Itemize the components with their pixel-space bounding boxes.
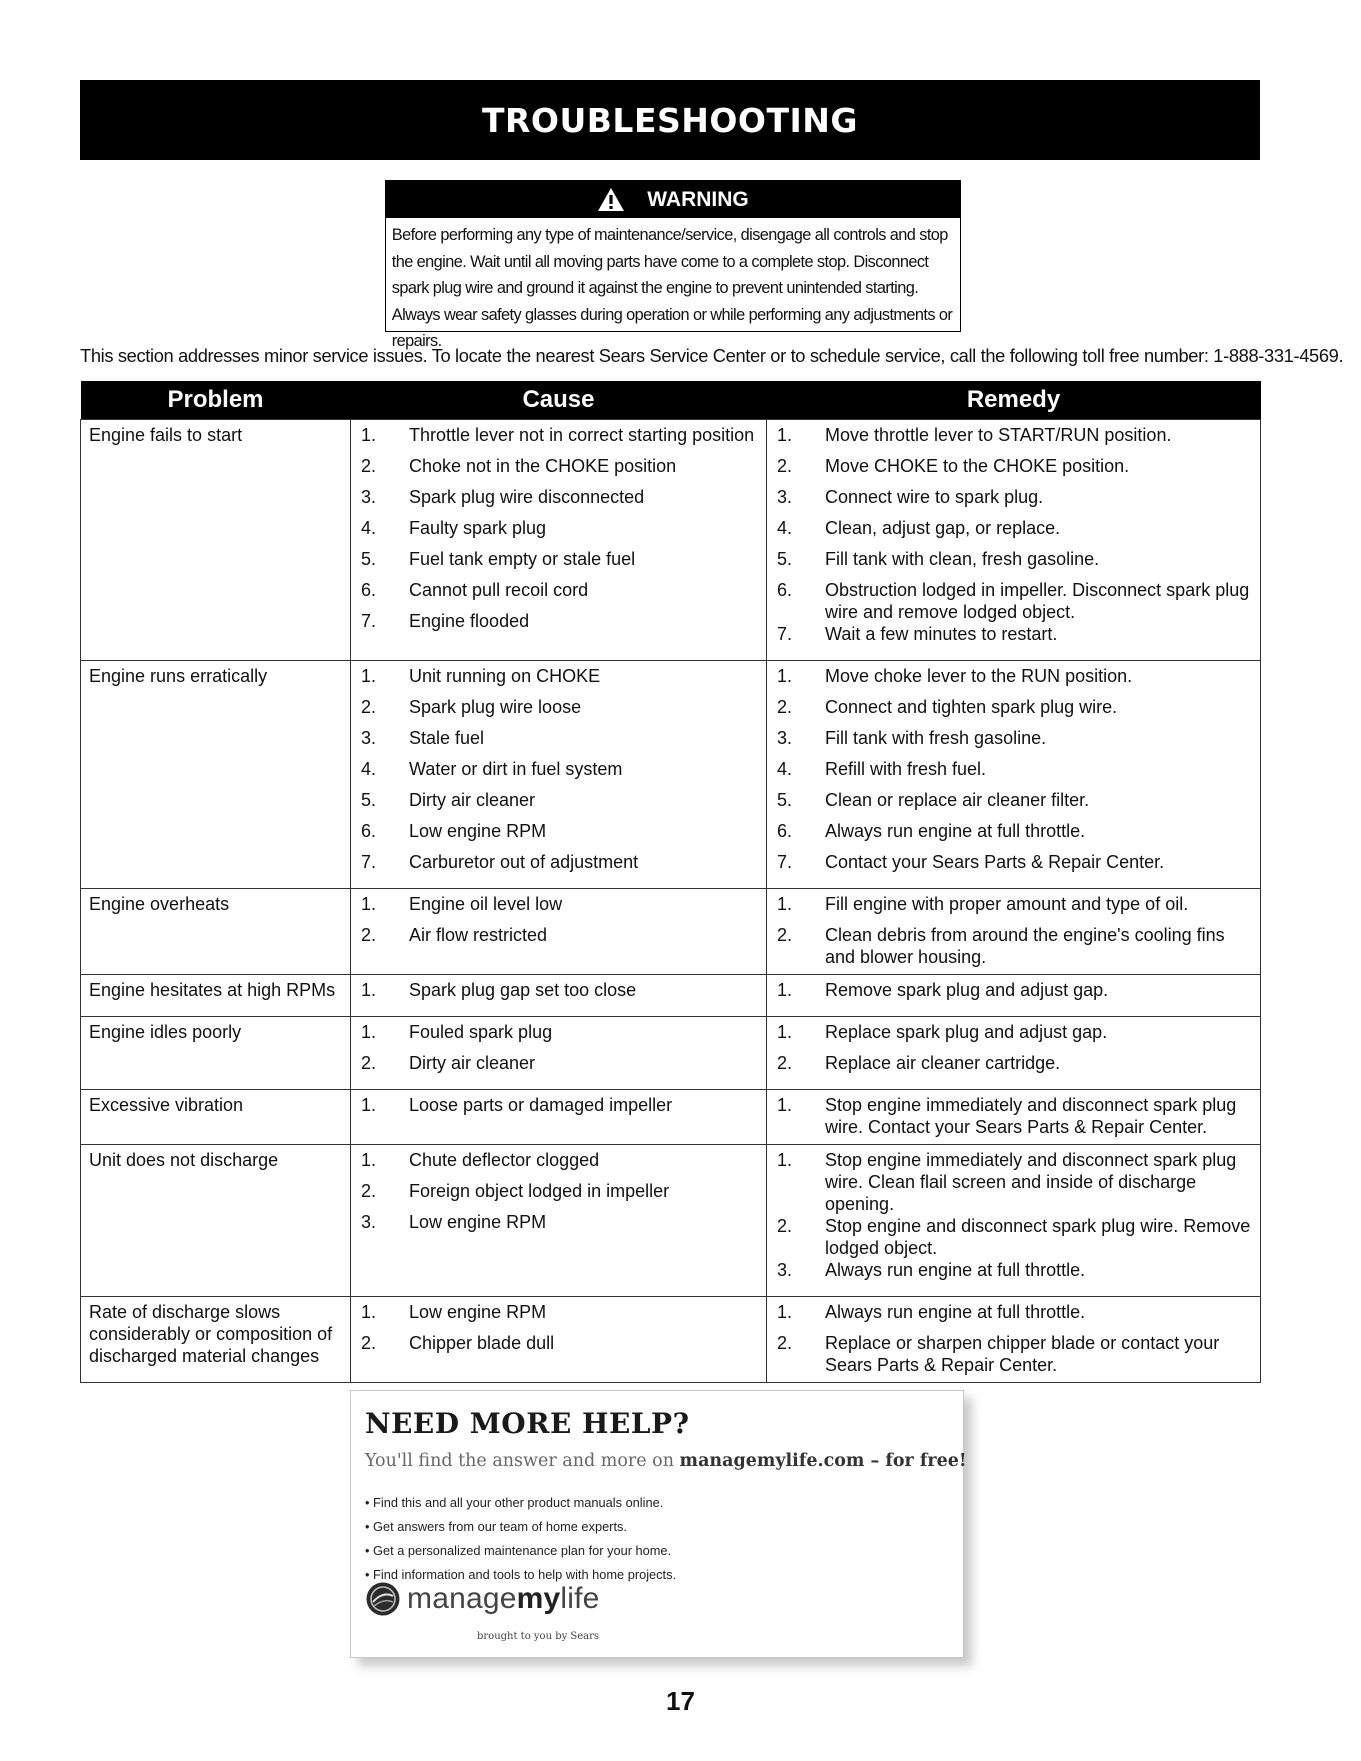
warning-label: WARNING xyxy=(647,187,749,211)
help-bullet: • Get a personalized maintenance plan for your home. xyxy=(365,1543,672,1558)
cause-number: 1. xyxy=(361,1302,377,1322)
cause-number: 2. xyxy=(361,456,377,476)
remedy-number: 2. xyxy=(777,1053,793,1073)
remedy-item xyxy=(777,1259,1254,1290)
cause-item xyxy=(361,924,760,955)
table-header-row xyxy=(81,381,1261,420)
remedy-number: 1. xyxy=(777,1302,793,1322)
remedy-text: Fill tank with clean, fresh gasoline. xyxy=(825,549,1100,569)
cause-number: 1. xyxy=(361,666,377,686)
remedy-item xyxy=(777,820,1254,851)
cause-number: 3. xyxy=(361,728,377,748)
remedy-number: 2. xyxy=(777,456,793,476)
table-row xyxy=(81,1017,1261,1090)
remedy-text: Connect wire to spark plug. xyxy=(825,487,1044,507)
cause-cell xyxy=(351,889,767,975)
cause-number: 1. xyxy=(361,425,377,445)
remedy-cell xyxy=(767,420,1261,661)
cause-text: Fouled spark plug xyxy=(409,1022,553,1042)
remedy-item xyxy=(777,1149,1254,1215)
remedy-number: 1. xyxy=(777,1022,793,1042)
logo-text-my: my xyxy=(516,1582,561,1615)
remedy-item xyxy=(777,1215,1254,1259)
help-subtitle-link[interactable]: managemylife.com – for free! xyxy=(679,1451,967,1471)
remedy-text: Replace spark plug and adjust gap. xyxy=(825,1022,1108,1042)
remedy-text: Always run engine at full throttle. xyxy=(825,1302,1086,1322)
warning-triangle-icon xyxy=(597,187,625,212)
cause-number: 5. xyxy=(361,790,377,810)
remedy-cell xyxy=(767,1145,1261,1297)
remedy-number: 7. xyxy=(777,624,793,644)
cause-cell xyxy=(351,1017,767,1090)
cause-text: Unit running on CHOKE xyxy=(409,666,601,686)
cause-cell xyxy=(351,975,767,1017)
cause-text: Water or dirt in fuel system xyxy=(409,759,623,779)
help-bullet-text: Find this and all your other product manuals online. xyxy=(373,1495,664,1510)
cause-item xyxy=(361,820,760,851)
need-more-help-box xyxy=(350,1390,967,1658)
header-remedy: Remedy xyxy=(767,381,1261,420)
help-bullet: • Find this and all your other product manuals online. xyxy=(365,1495,664,1510)
cause-item xyxy=(361,1180,760,1211)
remedy-number: 2. xyxy=(777,925,793,945)
remedy-item xyxy=(777,758,1254,789)
cause-item xyxy=(361,579,760,610)
table-row xyxy=(81,420,1261,661)
cause-item xyxy=(361,851,760,882)
remedy-text: Clean or replace air cleaner filter. xyxy=(825,790,1090,810)
help-title: NEED MORE HELP? xyxy=(365,1407,690,1440)
table-row xyxy=(81,1090,1261,1145)
table-body xyxy=(81,420,1261,1383)
remedy-item xyxy=(777,1021,1254,1052)
logo-text-life: life xyxy=(560,1582,600,1615)
help-bullet: • Find information and tools to help with home projects. xyxy=(365,1567,677,1582)
remedy-item xyxy=(777,979,1254,1010)
remedy-number: 7. xyxy=(777,852,793,872)
warning-text: Before performing any type of maintenance/service, disengage all controls and stop the engine. Wait until all moving parts have come to a complete stop. Disconnect spark plug wire and ground it against the engine to prevent unintended starting. Always wear safety glasses during operation or while performing any adjustments or repairs. xyxy=(391,225,953,350)
help-subtitle xyxy=(365,1451,967,1471)
problem-cell: Unit does not discharge xyxy=(81,1145,351,1297)
remedy-number: 5. xyxy=(777,549,793,569)
cause-number: 1. xyxy=(361,980,377,1000)
cause-text: Low engine RPM xyxy=(409,1212,547,1232)
cause-item xyxy=(361,893,760,924)
cause-item xyxy=(361,758,760,789)
remedy-text: Always run engine at full throttle. xyxy=(825,821,1086,841)
remedy-number: 2. xyxy=(777,697,793,717)
remedy-text: Replace or sharpen chipper blade or contact your Sears Parts & Repair Center. xyxy=(825,1333,1220,1375)
cause-item xyxy=(361,665,760,696)
remedy-number: 1. xyxy=(777,894,793,914)
remedy-number: 3. xyxy=(777,487,793,507)
remedy-number: 4. xyxy=(777,518,793,538)
cause-number: 1. xyxy=(361,1022,377,1042)
remedy-text: Replace air cleaner cartridge. xyxy=(825,1053,1061,1073)
remedy-item xyxy=(777,924,1254,968)
cause-number: 6. xyxy=(361,821,377,841)
remedy-text: Move throttle lever to START/RUN position. xyxy=(825,425,1172,445)
remedy-text: Refill with fresh fuel. xyxy=(825,759,987,779)
warning-header xyxy=(386,181,960,218)
remedy-cell xyxy=(767,889,1261,975)
page-title: TROUBLESHOOTING xyxy=(482,100,858,140)
cause-text: Chute deflector clogged xyxy=(409,1150,600,1170)
help-credit: brought to you by Sears xyxy=(477,1631,600,1642)
table-row xyxy=(81,889,1261,975)
cause-cell xyxy=(351,420,767,661)
cause-item xyxy=(361,1052,760,1083)
cause-cell xyxy=(351,1090,767,1145)
table-row xyxy=(81,1145,1261,1297)
cause-item xyxy=(361,517,760,548)
remedy-text: Wait a few minutes to restart. xyxy=(825,624,1058,644)
remedy-number: 2. xyxy=(777,1216,793,1236)
table-row xyxy=(81,1297,1261,1383)
cause-number: 1. xyxy=(361,1150,377,1170)
intro-text: This section addresses minor service issues. To locate the nearest Sears Service Center or to schedule service, call the following toll free number: 1-888-331-4569. xyxy=(80,345,1344,366)
cause-text: Engine oil level low xyxy=(409,894,563,914)
cause-number: 7. xyxy=(361,852,377,872)
remedy-text: Fill engine with proper amount and type of oil. xyxy=(825,894,1189,914)
remedy-item xyxy=(777,893,1254,924)
cause-item xyxy=(361,424,760,455)
remedy-number: 3. xyxy=(777,728,793,748)
cause-number: 4. xyxy=(361,518,377,538)
cause-text: Cannot pull recoil cord xyxy=(409,580,589,600)
remedy-cell xyxy=(767,975,1261,1017)
remedy-item xyxy=(777,1052,1254,1083)
remedy-text: Connect and tighten spark plug wire. xyxy=(825,697,1118,717)
remedy-item xyxy=(777,517,1254,548)
remedy-item xyxy=(777,696,1254,727)
remedy-item xyxy=(777,789,1254,820)
remedy-item xyxy=(777,455,1254,486)
remedy-text: Fill tank with fresh gasoline. xyxy=(825,728,1047,748)
remedy-number: 6. xyxy=(777,821,793,841)
cause-item xyxy=(361,1094,760,1125)
cause-text: Air flow restricted xyxy=(409,925,548,945)
cause-text: Carburetor out of adjustment xyxy=(409,852,639,872)
remedy-text: Clean debris from around the engine's cooling fins and blower housing. xyxy=(825,925,1225,967)
cause-item xyxy=(361,610,760,641)
remedy-number: 1. xyxy=(777,1150,793,1170)
cause-text: Faulty spark plug xyxy=(409,518,547,538)
cause-item xyxy=(361,696,760,727)
remedy-text: Stop engine and disconnect spark plug wire. Remove lodged object. xyxy=(825,1216,1251,1258)
remedy-item xyxy=(777,665,1254,696)
remedy-text: Obstruction lodged in impeller. Disconnect spark plug wire and remove lodged object. xyxy=(825,580,1250,622)
header-problem: Problem xyxy=(81,381,351,420)
remedy-text: Stop engine immediately and disconnect spark plug wire. Contact your Sears Parts & Repair Center. xyxy=(825,1095,1237,1137)
help-bullet-text: Find information and tools to help with home projects. xyxy=(373,1567,677,1582)
remedy-text: Move CHOKE to the CHOKE position. xyxy=(825,456,1130,476)
remedy-item xyxy=(777,1301,1254,1332)
remedy-number: 1. xyxy=(777,1095,793,1115)
cause-text: Throttle lever not in correct starting position xyxy=(409,425,755,445)
table-row xyxy=(81,975,1261,1017)
remedy-number: 1. xyxy=(777,980,793,1000)
cause-text: Engine flooded xyxy=(409,611,530,631)
cause-text: Dirty air cleaner xyxy=(409,790,536,810)
cause-item xyxy=(361,1021,760,1052)
help-bullet: • Get answers from our team of home experts. xyxy=(365,1519,627,1534)
remedy-number: 4. xyxy=(777,759,793,779)
remedy-item xyxy=(777,1332,1254,1376)
problem-cell: Engine runs erratically xyxy=(81,661,351,889)
remedy-number: 6. xyxy=(777,580,793,600)
remedy-number: 1. xyxy=(777,666,793,686)
cause-number: 1. xyxy=(361,1095,377,1115)
cause-number: 1. xyxy=(361,894,377,914)
problem-cell: Engine overheats xyxy=(81,889,351,975)
cause-text: Spark plug wire loose xyxy=(409,697,582,717)
remedy-item xyxy=(777,424,1254,455)
problem-cell: Engine fails to start xyxy=(81,420,351,661)
cause-item xyxy=(361,1301,760,1332)
cause-text: Stale fuel xyxy=(409,728,485,748)
cause-text: Spark plug gap set too close xyxy=(409,980,637,1000)
cause-item xyxy=(361,979,760,1010)
cause-text: Low engine RPM xyxy=(409,821,547,841)
problem-cell: Engine idles poorly xyxy=(81,1017,351,1090)
remedy-text: Stop engine immediately and disconnect spark plug wire. Clean flail screen and inside of discharge opening. xyxy=(825,1150,1237,1214)
cause-text: Choke not in the CHOKE position xyxy=(409,456,677,476)
cause-text: Fuel tank empty or stale fuel xyxy=(409,549,636,569)
remedy-item xyxy=(777,486,1254,517)
remedy-item xyxy=(777,623,1254,654)
cause-text: Loose parts or damaged impeller xyxy=(409,1095,673,1115)
cause-text: Dirty air cleaner xyxy=(409,1053,536,1073)
problem-cell: Engine hesitates at high RPMs xyxy=(81,975,351,1017)
remedy-text: Move choke lever to the RUN position. xyxy=(825,666,1133,686)
help-bullet-text: Get a personalized maintenance plan for your home. xyxy=(373,1543,672,1558)
cause-number: 3. xyxy=(361,487,377,507)
cause-number: 2. xyxy=(361,697,377,717)
cause-number: 2. xyxy=(361,1333,377,1353)
remedy-text: Contact your Sears Parts & Repair Center. xyxy=(825,852,1165,872)
remedy-cell xyxy=(767,1090,1261,1145)
cause-number: 2. xyxy=(361,1053,377,1073)
cause-cell xyxy=(351,661,767,889)
remedy-item xyxy=(777,548,1254,579)
cause-item xyxy=(361,1211,760,1242)
help-bullet-text: Get answers from our team of home experts. xyxy=(373,1519,627,1534)
problem-cell: Rate of discharge slows considerably or composition of discharged material changes xyxy=(81,1297,351,1383)
remedy-cell xyxy=(767,1297,1261,1383)
header-cause: Cause xyxy=(351,381,767,420)
remedy-number: 1. xyxy=(777,425,793,445)
remedy-item xyxy=(777,851,1254,882)
problem-cell: Excessive vibration xyxy=(81,1090,351,1145)
logo-text-manage: manage xyxy=(407,1582,517,1615)
remedy-item xyxy=(777,727,1254,758)
remedy-number: 3. xyxy=(777,1260,793,1280)
warning-box xyxy=(385,180,961,350)
cause-text: Foreign object lodged in impeller xyxy=(409,1181,670,1201)
remedy-item xyxy=(777,1094,1254,1138)
remedy-number: 2. xyxy=(777,1333,793,1353)
cause-text: Chipper blade dull xyxy=(409,1333,555,1353)
managemylife-logo xyxy=(365,1581,600,1617)
cause-number: 2. xyxy=(361,1181,377,1201)
cause-number: 7. xyxy=(361,611,377,631)
cause-item xyxy=(361,455,760,486)
cause-item xyxy=(361,486,760,517)
remedy-cell xyxy=(767,661,1261,889)
page-title-bar xyxy=(80,80,1260,160)
page-number: 17 xyxy=(666,1686,695,1716)
cause-number: 3. xyxy=(361,1212,377,1232)
remedy-text: Always run engine at full throttle. xyxy=(825,1260,1086,1280)
cause-number: 4. xyxy=(361,759,377,779)
cause-item xyxy=(361,1332,760,1363)
remedy-item xyxy=(777,579,1254,623)
help-subtitle-text: You'll find the answer and more on xyxy=(365,1451,680,1471)
help-bullet-list xyxy=(365,1491,676,1587)
cause-text: Spark plug wire disconnected xyxy=(409,487,645,507)
cause-item xyxy=(361,1149,760,1180)
cause-cell xyxy=(351,1145,767,1297)
cause-number: 5. xyxy=(361,549,377,569)
remedy-cell xyxy=(767,1017,1261,1090)
troubleshooting-table xyxy=(80,381,1261,1383)
cause-number: 2. xyxy=(361,925,377,945)
cause-item xyxy=(361,548,760,579)
cause-cell xyxy=(351,1297,767,1383)
cause-text: Low engine RPM xyxy=(409,1302,547,1322)
cause-number: 6. xyxy=(361,580,377,600)
cause-item xyxy=(361,727,760,758)
cause-item xyxy=(361,789,760,820)
table-row xyxy=(81,661,1261,889)
remedy-text: Remove spark plug and adjust gap. xyxy=(825,980,1109,1000)
remedy-number: 5. xyxy=(777,790,793,810)
remedy-text: Clean, adjust gap, or replace. xyxy=(825,518,1061,538)
managemylife-globe-icon xyxy=(365,1581,401,1617)
